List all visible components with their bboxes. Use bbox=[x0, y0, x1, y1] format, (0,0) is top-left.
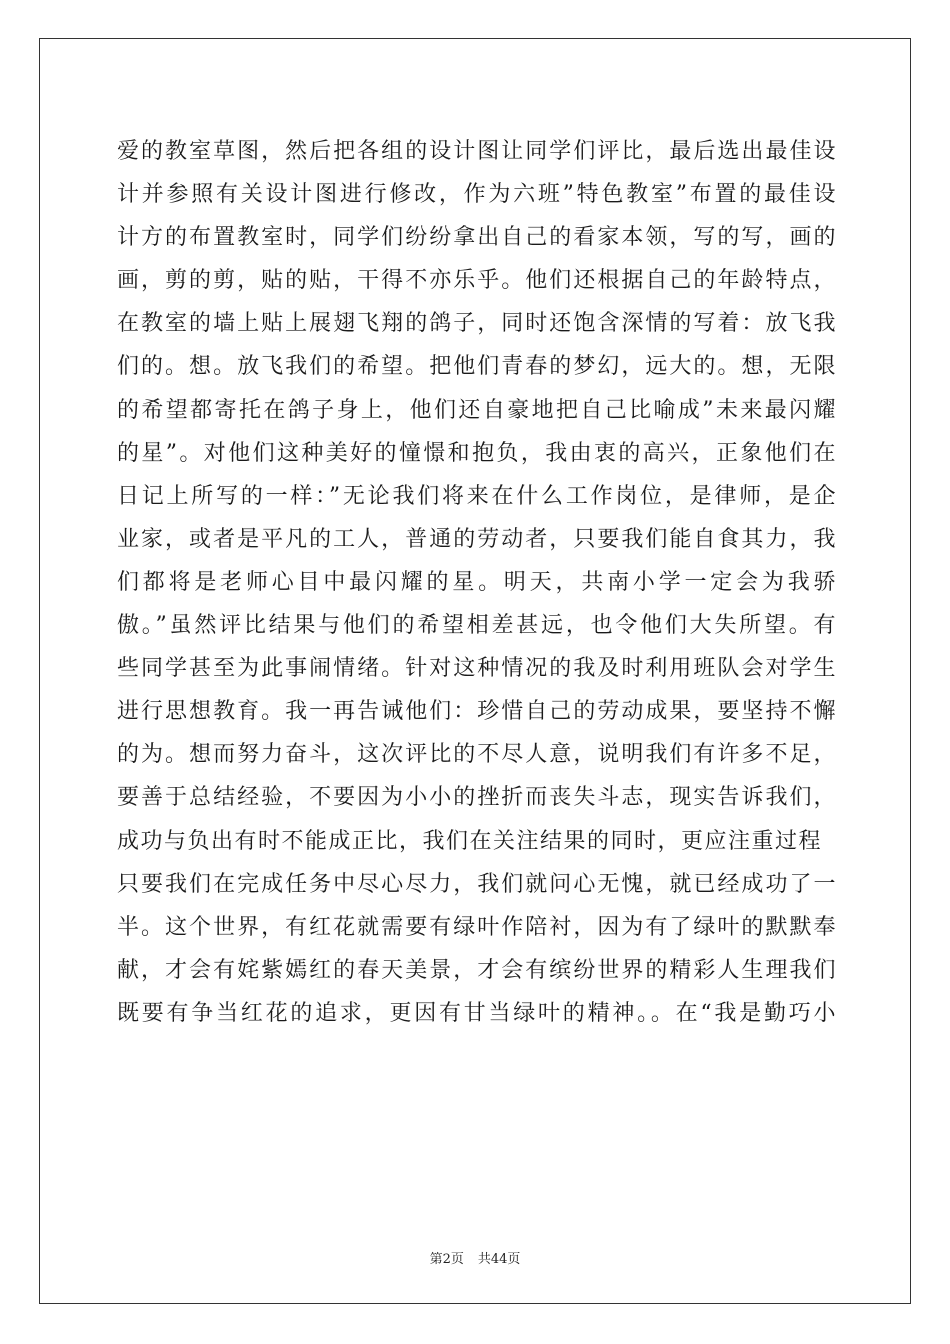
text-line: 的希望都寄托在鸽子身上，他们还自豪地把自己比喻成”未来最闪耀 bbox=[117, 397, 837, 423]
text-line: 业家，或者是平凡的工人，普通的劳动者，只要我们能自食其力，我 bbox=[117, 526, 837, 552]
text-line: 爱的教室草图，然后把各组的设计图让同学们评比，最后选出最佳设 bbox=[117, 139, 837, 164]
text-line: 要善于总结经验，不要因为小小的挫折而丧失斗志，现实告诉我们， bbox=[117, 785, 837, 811]
text-line: 日记上所写的一样：”无论我们将来在什么工作岗位，是律师，是企 bbox=[117, 483, 837, 509]
page-total: 共44页 bbox=[477, 1252, 521, 1267]
text-line: 成功与负出有时不能成正比，我们在关注结果的同时，更应注重过程 bbox=[117, 828, 823, 854]
text-line: 在教室的墙上贴上展翅飞翔的鸽子，同时还饱含深情的写着：放飞我 bbox=[117, 311, 837, 337]
text-line: 只要我们在完成任务中尽心尽力，我们就问心无愧，就已经成功了一 bbox=[117, 871, 837, 897]
text-line: 的星”。对他们这种美好的憧憬和抱负，我由衷的高兴，正象他们在 bbox=[117, 440, 837, 466]
text-line: 献，才会有姹紫嫣红的春天美景，才会有缤纷世界的精彩人生理我们 bbox=[117, 957, 837, 983]
text-line: 傲。”虽然评比结果与他们的希望相差甚远，也令他们大失所望。有 bbox=[117, 613, 837, 639]
text-line: 们都将是老师心目中最闪耀的星。明天，共南小学一定会为我骄 bbox=[117, 569, 837, 595]
text-line: 们的。想。放飞我们的希望。把他们青春的梦幻，远大的。想，无限 bbox=[117, 354, 837, 380]
text-line: 画，剪的剪，贴的贴，干得不亦乐乎。他们还根据自己的年龄特点， bbox=[117, 268, 837, 294]
text-line: 的为。想而努力奋斗，这次评比的不尽人意，说明我们有许多不足， bbox=[117, 742, 837, 768]
page-footer bbox=[0, 1248, 950, 1267]
text-line: 计并参照有关设计图进行修改，作为六班”特色教室”布置的最佳设 bbox=[117, 182, 837, 208]
page-number: 第2页 bbox=[429, 1252, 464, 1267]
text-line: 些同学甚至为此事闹情绪。针对这种情况的我及时利用班队会对学生 bbox=[117, 656, 837, 682]
document-body bbox=[117, 130, 837, 1035]
text-line: 既要有争当红花的追求，更因有甘当绿叶的精神。。在“我是勤巧小 bbox=[117, 1000, 837, 1026]
text-line: 半。这个世界，有红花就需要有绿叶作陪衬，因为有了绿叶的默默奉 bbox=[117, 914, 837, 940]
text-line: 进行思想教育。我一再告诫他们：珍惜自己的劳动成果，要坚持不懈 bbox=[117, 699, 837, 725]
text-line: 计方的布置教室时，同学们纷纷拿出自己的看家本领，写的写，画的 bbox=[117, 225, 837, 251]
